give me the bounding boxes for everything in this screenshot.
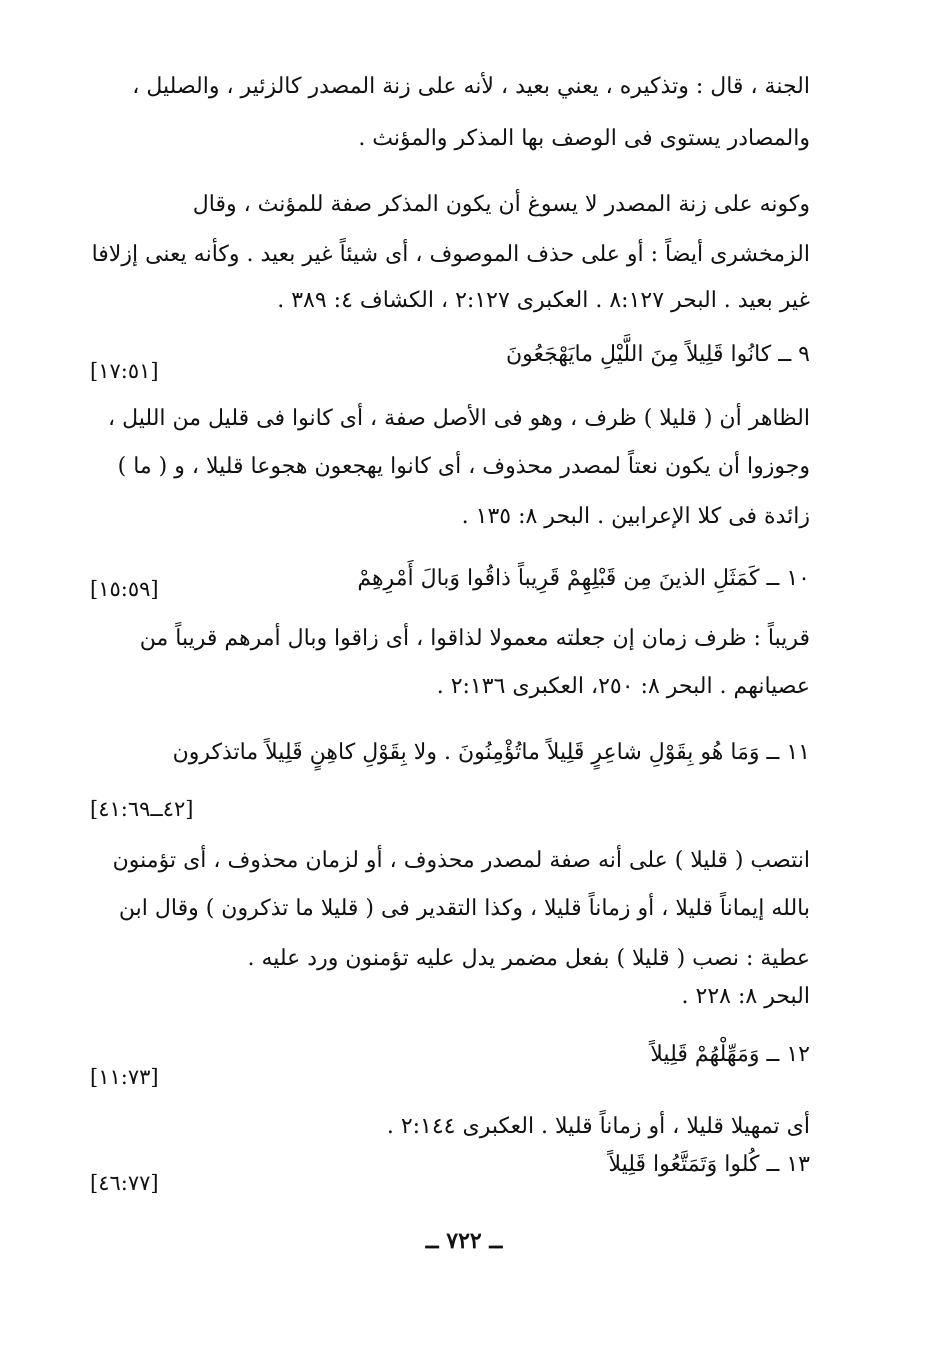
text-line: غير بعيد . البحر ٨:١٢٧ . العكبرى ٢:١٢٧ ، الكشاف ٤: ٣٨٩ . [277, 288, 810, 313]
text-line: بالله إيماناً قليلا ، أو زماناً قليلا ، وكذا التقدير فى ( قليلا ما تذكرون ) وقال ابن [118, 896, 810, 921]
verse-9: ٩ ــ كانُوا قَلِيلاً مِنَ اللَّيْلِ مايَهْجَعُونَ [505, 342, 810, 367]
verse-11-reference: [٤٢ــ٤١:٦٩] [90, 797, 194, 821]
text-line: الجنة ، قال : وتذكيره ، يعني بعيد ، لأنه على زنة المصدر كالزئير ، والصليل ، [132, 74, 810, 99]
page-number: ــ ٧٢٢ ــ [425, 1228, 503, 1254]
verse-11: ١١ ــ وَمَا هُو بِقَوْلِ شاعِرٍ قَلِيلاً ماتُؤْمِنُونَ . ولا بِقَوْلِ كاهِنٍ قَلِيلاً ماتذكرون [172, 740, 810, 765]
verse-13: ١٣ ــ كُلوا وَتَمَتَّعُوا قَلِيلاً [608, 1152, 810, 1177]
verse-13-reference: [٤٦:٧٧] [90, 1171, 159, 1195]
text-line: أى تمهيلا قليلا ، أو زماناً قليلا . العكبرى ٢:١٤٤ . [386, 1114, 810, 1139]
verse-12: ١٢ ــ وَمَهِّلْهُمْ قَلِيلاً [650, 1042, 810, 1067]
text-line: وكونه على زنة المصدر لا يسوغ أن يكون المذكر صفة للمؤنث ، وقال [192, 192, 810, 217]
text-line: البحر ٨: ٢٢٨ . [681, 984, 810, 1009]
text-line: انتصب ( قليلا ) على أنه صفة لمصدر محذوف ، أو لزمان محذوف ، أى تؤمنون [112, 848, 810, 873]
text-line: والمصادر يستوى فى الوصف بها المذكر والمؤنث . [358, 126, 810, 151]
text-line: عطية : نصب ( قليلا ) بفعل مضمر يدل عليه تؤمنون ورد عليه . [247, 946, 810, 971]
text-line: قريباً : ظرف زمان إن جعلته معمولا لذاقوا ، أى زاقوا وبال أمرهم قريباً من [139, 626, 810, 651]
verse-9-reference: [١٧:٥١] [90, 359, 159, 383]
text-line: وجوزوا أن يكون نعتاً لمصدر محذوف ، أى كانوا يهجعون هجوعا قليلا ، و ( ما ) [117, 454, 810, 479]
text-line: الزمخشرى أيضاً : أو على حذف الموصوف ، أى شيئاً غير بعيد . وكأنه يعنى إزلافا [91, 242, 810, 267]
text-line: عصيانهم . البحر ٨: ٢٥٠، العكبرى ٢:١٣٦ . [436, 674, 810, 699]
text-line: زائدة فى كلا الإعرابين . البحر ٨: ١٣٥ . [461, 504, 810, 529]
verse-10-reference: [١٥:٥٩] [90, 577, 159, 601]
verse-12-reference: [١١:٧٣] [90, 1065, 159, 1089]
verse-10: ١٠ ــ كَمَثَلِ الذينَ مِن قَبْلِهِمْ قَرِيباً ذاقُوا وَبالَ أَمْرِهِمْ [357, 566, 810, 591]
text-line: الظاهر أن ( قليلا ) ظرف ، وهو فى الأصل صفة ، أى كانوا فى قليل من الليل ، [108, 406, 810, 431]
